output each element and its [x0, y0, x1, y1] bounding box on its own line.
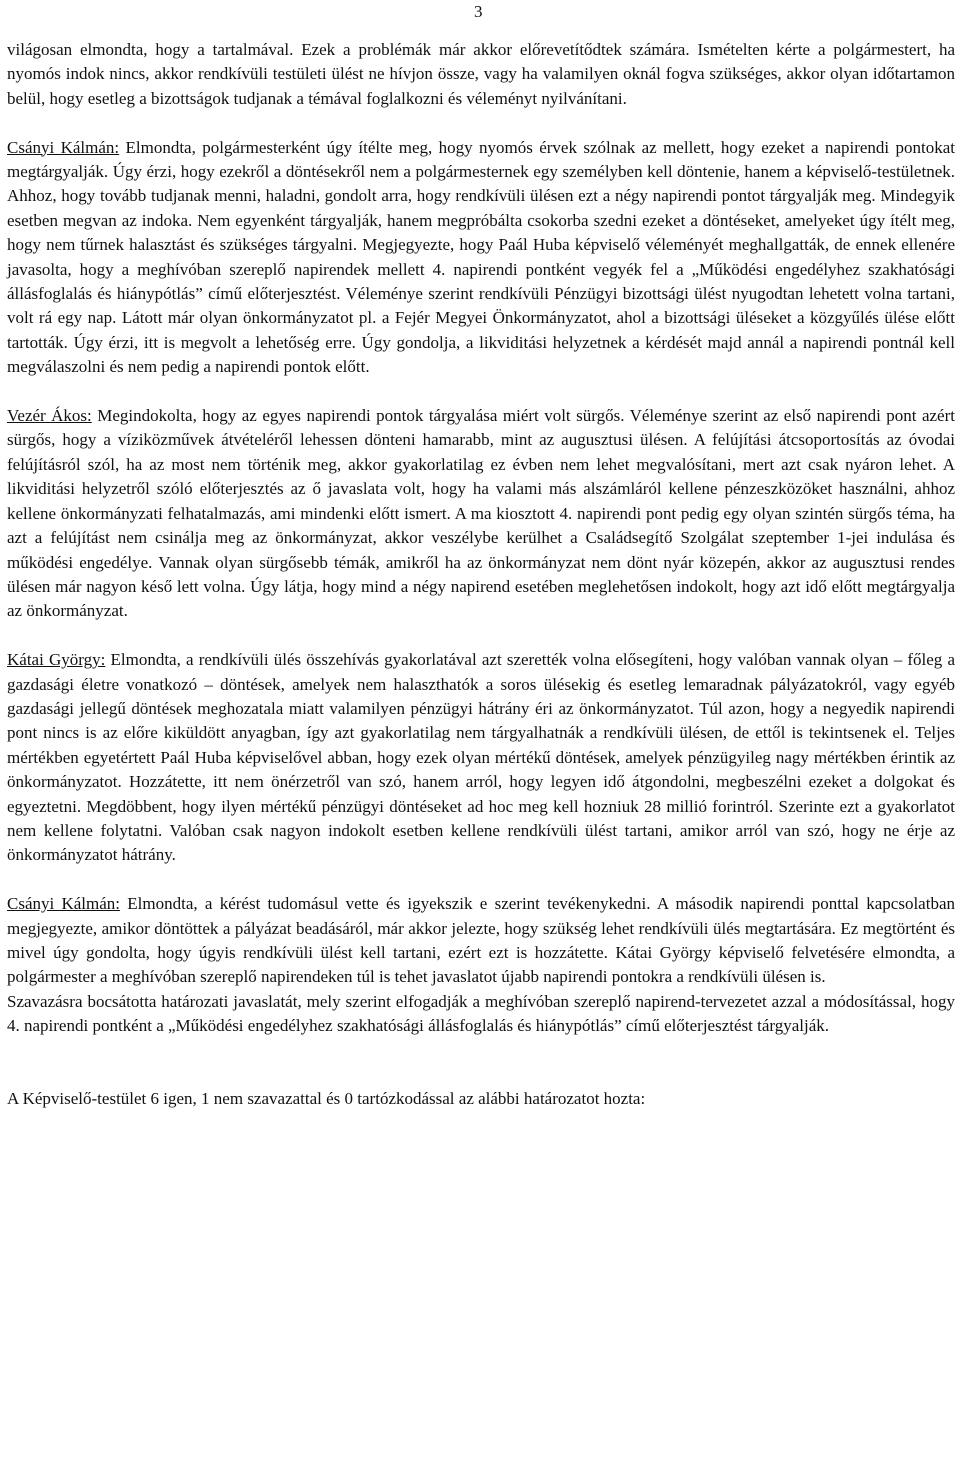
paragraph-katai [7, 648, 955, 868]
paragraph-text: Megindokolta, hogy az egyes napirendi pontok tárgyalása miért volt sürgős. Véleménye szerint az első napirendi pont azért sürgős, hogy a víziközművek átvételéről lehessen dönteni hamarabb, mint az augusztusi ülésen. A felújítási átcsoportosítás az óvodai felújításról szól, ha az most nem történik meg, akkor gyakorlatilag ez évben nem lehet megvalósítani, mert azt csak nyáron lehet. A likviditási helyzetről szóló előterjesztés az ő javaslata volt, hogy ha valami más alszámláról kellene pénzeszközöket használni, ahhoz kellene önkormányzati felhatalmazás, ami mindenki előtt ismert. A ma kiosztott 4. napirendi pont pedig egy olyan szintén sürgős téma, ha azt a felújítást nem csinálja meg az önkormányzat, akkor veszélybe kerülhet a Családsegítő Szolgálat szeptember 1-jei indulása és működési engedélye. Vannak olyan sürgősebb témák, amikről ha az önkormányzat nem dönt nyár közepén, akkor az augusztusi rendes ülésen már nagyon késő lett volna. Úgy látja, hogy mind a négy napirend esetében meglehetősen indokolt, hogy azt idő előtt megtárgyalja az önkormányzat. [7, 406, 955, 621]
paragraph-csanyi-2 [7, 892, 955, 990]
paragraph-text: Szavazásra bocsátotta határozati javaslatát, mely szerint elfogadják a meghívóban szereplő napirend-tervezetet azzal a módosítással, hogy 4. napirendi pontként a „Működési engedélyhez szakhatósági állásfoglalás és hiánypótlás” című előterjesztést tárgyalják. [7, 991, 955, 1036]
speaker-name: Csányi Kálmán: [7, 137, 120, 157]
paragraph-vezer [7, 404, 955, 624]
document-body [7, 38, 955, 1112]
paragraph-intro [7, 38, 955, 111]
paragraph-resolution [7, 1087, 955, 1111]
page-number: 3 [474, 2, 483, 21]
paragraph-text: Elmondta, a kérést tudomásul vette és igyekszik e szerint tevékenykedni. A második napirendi ponttal kapcsolatban megjegyezte, amikor döntöttek a pályázat beadásáról, már akkor jelezte, hogy szükség lehet rendkívüli ülés megtartására. Ez megtörtént és mivel úgy gondolta, hogy úgyis rendkívüli ülést kell tartani, ezért ezt is hozzátette. Kátai György képviselő felvetésére elmondta, a polgármester a meghívóban szereplő napirendeken túl is tehet javaslatot újabb napirendi pontokra a rendkívüli ülésen is. [7, 894, 955, 987]
paragraph-csanyi-1 [7, 136, 955, 380]
paragraph-text: A Képviselő-testület 6 igen, 1 nem szavazattal és 0 tartózkodással az alábbi határozatot hozta: [7, 1089, 646, 1109]
speaker-name: Vezér Ákos: [7, 406, 92, 426]
paragraph-text: Elmondta, a rendkívüli ülés összehívás gyakorlatával azt szerették volna elősegíteni, hogy valóban vannak olyan – főleg a gazdasági életre vonatkozó – döntések, amelyek nem halaszthatók a soros ülésekig és esetleg lemaradnak pályázatokról, vagy egyéb gazdasági jellegű döntések meghozatala miatt valamilyen pénzügyi hátrány éri az önkormányzatot. Túl azon, hogy a negyedik napirendi pont nincs is az előre kiküldött anyagban, így azt gyakorlatilag nem tárgyalhatnák a rendkívüli ülésen, de ettől is tekintsenek el. Teljes mértékben egyetértett Paál Huba képviselővel abban, hogy ezek olyan mértékű döntések, amelyek pénzügyileg nagy mértékben érintik az önkormányzatot. Hozzátette, itt nem önérzetről van szó, hanem arról, hogy legyen idő átgondolni, megbeszélni ezeket a dolgokat és egyeztetni. Megdöbbent, hogy ilyen mértékű pénzügyi döntéseket ad hoc meg kell hozniuk 28 millió forintról. Szerinte ezt a gyakorlatot nem kellene folytatni. Valóban csak nagyon indokolt esetben kellene rendkívüli ülést tartani, amikor arról van szó, hogy ne érje az önkormányzatot hátrány. [7, 650, 956, 865]
paragraph-vote-proposal [7, 990, 955, 1039]
paragraph-text: Elmondta, polgármesterként úgy ítélte meg, hogy nyomós érvek szólnak az mellett, hogy ezeket a napirendi pontokat megtárgyalják. Úgy érzi, hogy ezekről a döntésekről nem a polgármesternek egy személyben kell döntenie, hanem a képviselő-testületnek. Ahhoz, hogy tovább tudjanak menni, haladni, gondolt arra, hogy rendkívüli ülésen ezt a négy napirendi pontot tárgyalják meg. Mindegyik esetben megvan az indoka. Nem egyenként tárgyalják, hanem megpróbálta csokorba szedni ezeket a döntéseket, amelyeket úgy ítélt meg, hogy nem tűrnek halasztást és szükséges tárgyalni. Megjegyezte, hogy Paál Huba képviselő véleményét meghallgatták, de ennek ellenére javasolta, hogy a meghívóban szereplő napirendek mellett 4. napirendi pontként vegyék fel a „Működési engedélyhez szakhatósági állásfoglalás és hiánypótlás” című előterjesztést. Véleménye szerint rendkívüli Pénzügyi bizottsági ülést nyugodtan lehetett volna tartani, volt rá egy nap. Látott már olyan önkormányzatot pl. a Fejér Megyei Önkormányzatot, ahol a bizottsági üléseket a közgyűlés ülése előtt tartották. Úgy érzi, itt is megvolt a lehetőség erre. Úgy gondolja, a likviditási helyzetnek a kérdését majd annál a napirendi pontnál kell megválaszolni és nem pedig a napirendi pontok előtt. [7, 137, 955, 377]
speaker-name: Kátai György: [7, 650, 106, 670]
speaker-name: Csányi Kálmán: [7, 894, 121, 914]
paragraph-text: világosan elmondta, hogy a tartalmával. Ezek a problémák már akkor előrevetítődtek számára. Ismételten kérte a polgármestert, ha nyomós indok nincs, akkor rendkívüli testületi ülést ne hívjon össze, vagy ha valamilyen oknál fogva szükséges, akkor olyan időtartamon belül, hogy esetleg a bizottságok tudjanak a témával foglalkozni és véleményt nyilvánítani. [7, 40, 955, 108]
